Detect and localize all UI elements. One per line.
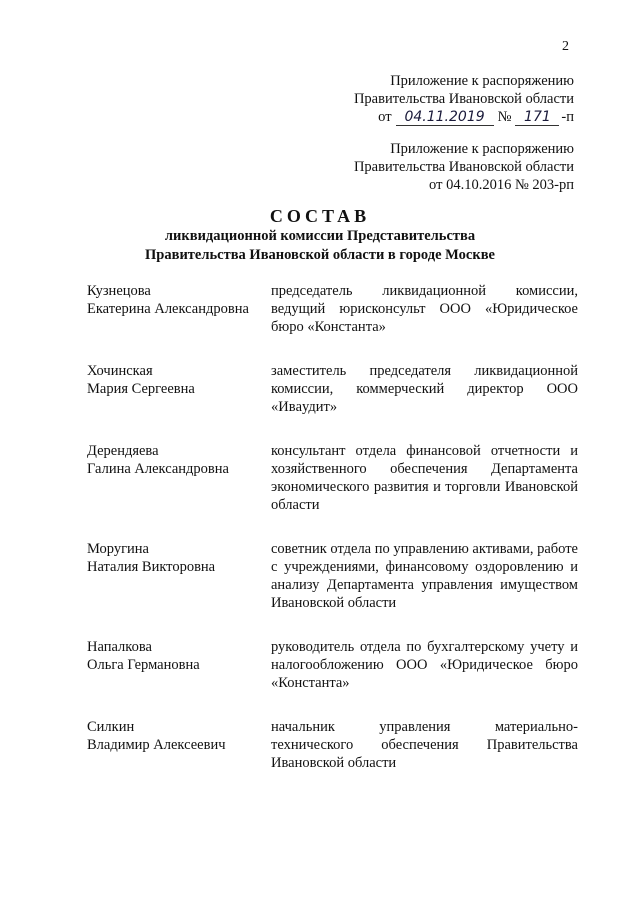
- appendix-current-line2: Правительства Ивановской области: [353, 91, 574, 107]
- appendix-original-header: [354, 140, 574, 194]
- document-subtitle-line1: ликвидационной комиссии Представительства: [164, 228, 476, 244]
- member-row: [87, 282, 578, 336]
- member-row: [87, 362, 578, 416]
- member-given-names: Наталия Викторовна: [87, 559, 216, 575]
- date-prefix: от: [378, 109, 392, 125]
- member-row: [87, 540, 578, 612]
- member-name: [87, 540, 271, 612]
- document-subtitle-line2: Правительства Ивановской области в городе Москве: [145, 247, 495, 263]
- member-role: председатель ликвидационной комиссии, ведущий юрисконсульт ООО «Юридическое бюро «Константа»: [271, 283, 578, 335]
- member-surname: Моругина: [87, 541, 149, 557]
- document-title: СОСТАВ: [269, 206, 371, 226]
- member-surname: Напалкова: [87, 639, 152, 655]
- handwritten-number: 171: [515, 109, 559, 126]
- member-role: советник отдела по управлению активами, работе с учреждениями, финансовому оздоровлению и анализу Департамента управления имуществом Ивановской области: [271, 541, 578, 611]
- title-block: [0, 205, 640, 265]
- handwritten-date: 04.11.2019: [396, 109, 494, 126]
- member-name: [87, 282, 271, 336]
- member-given-names: Екатерина Александровна: [87, 301, 249, 317]
- member-given-names: Мария Сергеевна: [87, 381, 195, 397]
- number-sign: №: [497, 109, 512, 125]
- member-row: [87, 638, 578, 692]
- member-row: [87, 442, 578, 514]
- member-role: консультант отдела финансовой отчетности и хозяйственного обеспечения Департамента экономического развития и торговли Ивановской области: [271, 443, 578, 513]
- appendix-current-dateline: [354, 108, 574, 126]
- member-name: [87, 718, 271, 772]
- member-surname: Дерендяева: [87, 443, 159, 459]
- member-surname: Силкин: [87, 719, 135, 735]
- appendix-original-line3: от 04.10.2016 № 203-рп: [429, 177, 574, 193]
- member-role: заместитель председателя ликвидационной комиссии, коммерческий директор ООО «Ивaудит»: [271, 363, 578, 415]
- member-name: [87, 638, 271, 692]
- commission-member-list: [87, 282, 578, 798]
- page-number: 2: [562, 39, 569, 54]
- member-role: руководитель отдела по бухгалтерскому учету и налогообложению ООО «Юридическое бюро «Константа»: [271, 639, 578, 691]
- member-name: [87, 362, 271, 416]
- member-row: [87, 718, 578, 772]
- appendix-original-line1: Приложение к распоряжению: [390, 141, 574, 157]
- appendix-original-line2: Правительства Ивановской области: [353, 159, 574, 175]
- member-given-names: Ольга Германовна: [87, 657, 200, 673]
- member-name: [87, 442, 271, 514]
- appendix-current-line1: Приложение к распоряжению: [390, 73, 574, 89]
- appendix-current-header: [354, 72, 574, 126]
- member-given-names: Владимир Алексеевич: [87, 737, 226, 753]
- member-surname: Хочинская: [87, 363, 153, 379]
- member-surname: Кузнецова: [87, 283, 151, 299]
- member-role: начальник управления материально-технического обеспечения Правительства Ивановской области: [271, 719, 578, 771]
- number-suffix: -п: [561, 109, 574, 125]
- member-given-names: Галина Александровна: [87, 461, 229, 477]
